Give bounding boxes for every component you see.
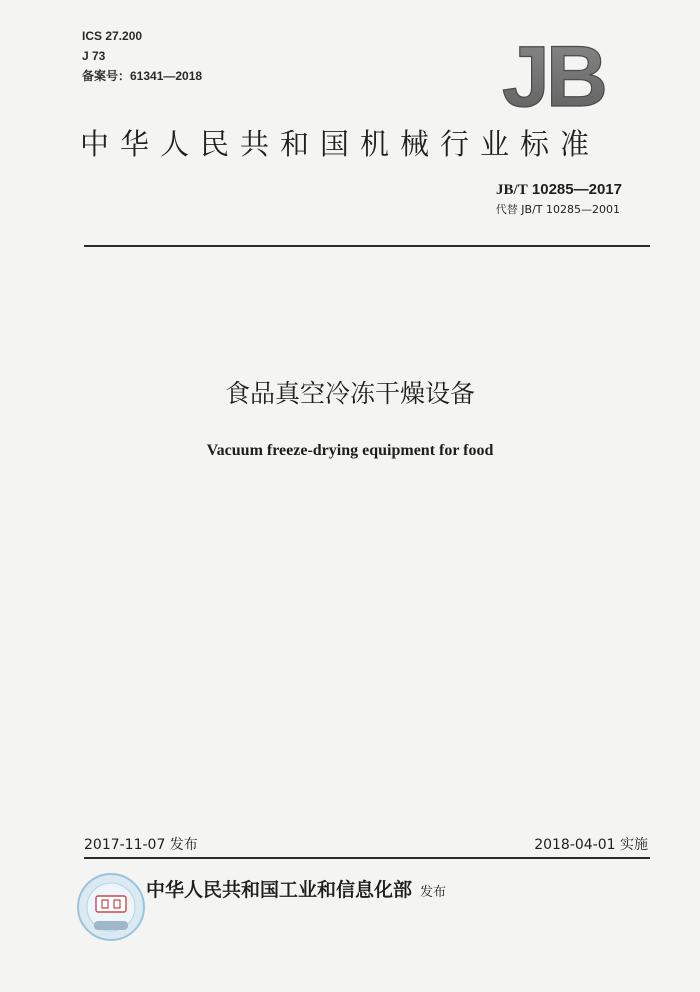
document-title-english: Vacuum freeze-drying equipment for food (206, 442, 494, 459)
replaces-standard: 代替 JB/T 10285—2001 (495, 203, 620, 216)
anti-counterfeit-seal-icon (76, 872, 146, 942)
classification-code: J 73 (82, 49, 106, 63)
footer-divider (84, 857, 650, 859)
standard-code: 10285—2017 (531, 181, 622, 198)
jb-logo-text: JB (502, 34, 604, 116)
header-divider (84, 245, 650, 247)
jb-logo (490, 34, 616, 116)
standard-number (496, 181, 622, 199)
standard-prefix: JB/T (496, 182, 528, 198)
implementation-date: 2018-04-01 实施 (534, 837, 648, 853)
issuer-suffix: 发布 (420, 885, 447, 900)
document-metadata (82, 26, 202, 86)
filing-number: 备案号：61341—2018 (82, 69, 203, 83)
issuer-name: 中华人民共和国工业和信息化部 (146, 879, 413, 901)
document-title-chinese: 食品真空冷冻干燥设备 (224, 379, 475, 408)
issuing-authority (146, 874, 446, 909)
ics-code: ICS 27.200 (82, 29, 143, 43)
industry-standard-title: 中华人民共和国机械行业标准 (80, 127, 601, 161)
issue-date: 2017-11-07 发布 (84, 837, 198, 853)
